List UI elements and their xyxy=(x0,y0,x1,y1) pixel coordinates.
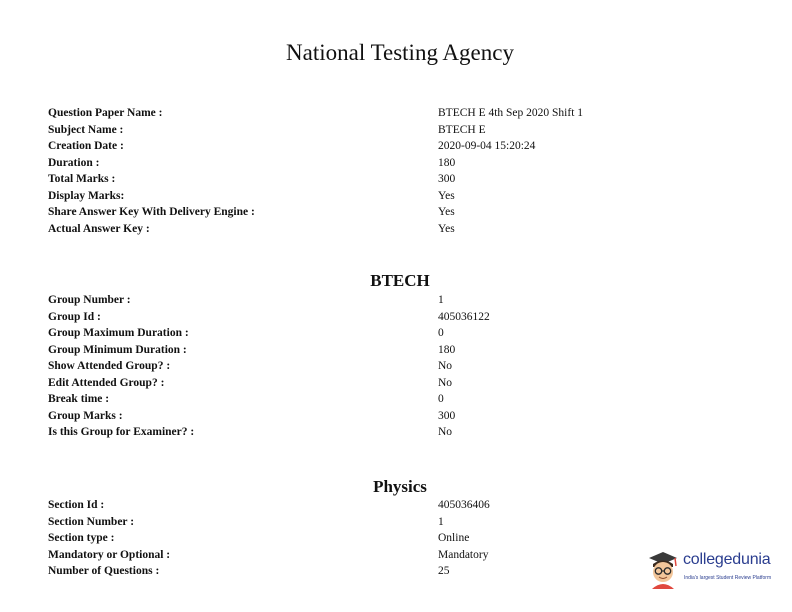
field-label: Section type : xyxy=(48,532,115,544)
field-label: Subject Name : xyxy=(48,123,124,136)
field-label: Display Marks: xyxy=(48,189,125,202)
field-label: Total Marks : xyxy=(48,173,116,185)
table-row xyxy=(48,391,668,408)
field-label: Duration : xyxy=(48,156,100,169)
field-label: Break time : xyxy=(48,393,110,405)
field-label: Section Number : xyxy=(48,515,135,528)
field-label: Mandatory or Optional : xyxy=(48,548,171,561)
field-value: Mandatory xyxy=(438,548,489,561)
field-value: 0 xyxy=(438,327,444,339)
field-value: BTECH E 4th Sep 2020 Shift 1 xyxy=(438,107,584,119)
table-row xyxy=(48,105,668,122)
field-value: 405036406 xyxy=(438,499,490,511)
field-value: No xyxy=(438,426,453,438)
page-title: National Testing Agency xyxy=(286,40,514,65)
field-value: 300 xyxy=(438,173,456,185)
brand-name: collegedunia xyxy=(683,551,771,568)
table-row xyxy=(48,530,668,547)
table-row xyxy=(48,514,668,531)
field-label: Group Minimum Duration : xyxy=(48,343,187,356)
table-row xyxy=(48,497,668,514)
paper-info-table xyxy=(48,105,668,237)
table-row xyxy=(48,204,668,221)
field-value: Yes xyxy=(438,206,455,218)
field-value: 25 xyxy=(438,565,450,577)
field-label: Group Marks : xyxy=(48,409,123,422)
table-row xyxy=(48,424,668,441)
field-label: Is this Group for Examiner? : xyxy=(48,426,195,438)
table-row xyxy=(48,171,668,188)
table-row xyxy=(48,155,668,172)
table-row xyxy=(48,325,668,342)
table-row xyxy=(48,309,668,326)
table-row xyxy=(48,138,668,155)
table-row xyxy=(48,563,668,580)
field-label: Show Attended Group? : xyxy=(48,360,171,372)
field-value: 1 xyxy=(438,515,444,528)
field-label: Creation Date : xyxy=(48,140,124,152)
section-heading: Physics xyxy=(373,477,427,496)
table-row xyxy=(48,342,668,359)
table-row xyxy=(48,292,668,309)
field-label: Question Paper Name : xyxy=(48,107,163,119)
section-info-table xyxy=(48,497,668,580)
field-label: Group Number : xyxy=(48,294,131,306)
table-row xyxy=(48,221,668,238)
field-label: Share Answer Key With Delivery Engine : xyxy=(48,206,255,218)
group-heading: BTECH xyxy=(370,271,430,290)
field-value: 0 xyxy=(438,393,444,405)
field-value: No xyxy=(438,376,453,389)
field-value: 180 xyxy=(438,156,456,169)
table-row xyxy=(48,122,668,139)
group-info-table xyxy=(48,292,668,441)
brand-tagline: India's largest Student Review Platform xyxy=(684,575,772,581)
table-row xyxy=(48,188,668,205)
table-row xyxy=(48,358,668,375)
field-value: 2020-09-04 15:20:24 xyxy=(438,140,536,152)
field-value: BTECH E xyxy=(438,123,486,136)
field-value: 405036122 xyxy=(438,310,490,323)
field-value: 300 xyxy=(438,409,456,422)
table-row xyxy=(48,408,668,425)
table-row xyxy=(48,547,668,564)
field-value: Yes xyxy=(438,222,455,235)
field-label: Edit Attended Group? : xyxy=(48,376,165,389)
field-value: Yes xyxy=(438,189,455,202)
field-value: Online xyxy=(438,532,470,544)
table-row xyxy=(48,375,668,392)
collegedunia-logo xyxy=(645,545,785,593)
field-label: Number of Questions : xyxy=(48,565,160,577)
field-label: Section Id : xyxy=(48,499,105,511)
field-label: Group Maximum Duration : xyxy=(48,327,189,339)
field-value: 1 xyxy=(438,294,444,306)
field-value: 180 xyxy=(438,343,456,356)
field-value: No xyxy=(438,360,453,372)
field-label: Actual Answer Key : xyxy=(48,222,150,235)
graduate-mascot-icon xyxy=(645,549,681,589)
field-label: Group Id : xyxy=(48,310,101,323)
